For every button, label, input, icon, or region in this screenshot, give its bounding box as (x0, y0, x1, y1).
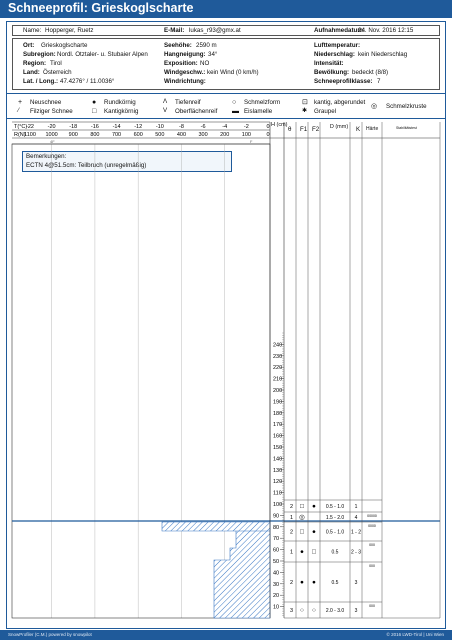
latlong-label: Lat. / Long.: (23, 78, 59, 85)
col-stabilitaet: Stabilitätstest (396, 126, 417, 130)
legend-schmelzkruste: Schmelzkruste (386, 103, 427, 110)
layer-theta: 2 (290, 504, 294, 510)
layer-f2: □ (312, 548, 316, 556)
ort-label: Ort: (23, 42, 35, 49)
footer-left: SnowProfiler (C.M.) powered by snowpilot (8, 632, 92, 637)
hand-mark-4f: 4F (50, 139, 55, 144)
col-d: D (mm) (329, 124, 349, 130)
height-tick-label: 210 (273, 376, 283, 383)
height-tick-label: 130 (273, 467, 283, 474)
layer-harte: 000 (369, 564, 375, 568)
legend-filziger: Filziger Schnee (30, 108, 73, 115)
height-tick-label: 60 (273, 547, 280, 554)
height-tick-label: 50 (273, 559, 280, 565)
r-tick-label: 1000 (45, 132, 58, 138)
remarks-title: Bemerkungen: (26, 153, 67, 160)
wind-value: kein Wind (0 km/h) (207, 69, 259, 76)
col-f2: F2 (312, 126, 320, 133)
page-title: Schneeprofil: Grieskoglscharte (8, 1, 194, 15)
height-tick-label: 80 (273, 524, 280, 531)
subregion-label: Subregion: (23, 51, 56, 58)
kantigkoernig-icon: □ (92, 108, 97, 115)
layer-harte: 0000 (368, 524, 376, 528)
tiefenreif-icon: Λ (163, 98, 168, 105)
layer-k: 1 - 2 (350, 529, 362, 536)
graupel-icon: ✱ (302, 107, 308, 114)
layer-f1: □ (300, 528, 304, 536)
height-tick-label: 150 (273, 445, 283, 451)
filziger-icon: ⁄ (18, 107, 20, 114)
layer-d: 0.5 - 1.0 (325, 529, 345, 536)
legend-rundkoernig: Rundkörnig (104, 99, 136, 106)
latlong-value: 47.4276° / 11.0036° (60, 78, 115, 85)
ort-value: Grieskoglscharte (41, 42, 88, 49)
height-tick-label: 30 (273, 581, 280, 588)
niederschlag-value: kein Niederschlag (358, 51, 408, 58)
rundkoernig-icon: ● (92, 99, 97, 106)
r-tick-label: 900 (68, 132, 78, 138)
profilklasse-label: Schneeprofilklasse: (314, 78, 373, 85)
layer-k: 4 (354, 515, 358, 521)
email-label: E-Mail: (164, 27, 185, 34)
seehoehe-value: 2590 m (196, 42, 217, 49)
footer-right: © 2016 LWD-Tirol | Uni Wien (386, 632, 444, 637)
hand-mark-f: F (250, 139, 253, 144)
layer-f2: ○ (312, 607, 316, 614)
temp-tick-label: -2 (243, 124, 249, 130)
r-tick-label: 400 (176, 132, 187, 138)
legend-graupel: Graupel (314, 108, 337, 115)
col-harte: Härte (366, 126, 379, 132)
layer-theta: 2 (290, 529, 294, 536)
height-tick-label: 240 (273, 342, 283, 349)
legend-eislamelle: Eislamelle (244, 108, 273, 115)
exposition-value: NO (200, 60, 210, 67)
region-value: Tirol (50, 60, 62, 67)
r-tick-label: 1100 (24, 132, 36, 138)
height-tick-label: 200 (273, 388, 283, 394)
email-value: lukas_r93@gmx.at (189, 27, 241, 34)
layer-f2: ● (312, 503, 316, 510)
layer-harte: 000 (369, 604, 375, 608)
layer-theta: 1 (290, 515, 294, 521)
r-tick-label: 800 (90, 132, 100, 138)
legend-schmelzform: Schmelzform (244, 99, 281, 106)
layer-k: 3 (354, 608, 358, 614)
niederschlag-label: Niederschlag: (314, 51, 355, 58)
footer (0, 630, 452, 640)
hangneigung-value: 34° (208, 51, 218, 58)
height-tick-label: 10 (273, 604, 280, 611)
region-label: Region: (23, 60, 47, 67)
height-tick-label: 170 (273, 422, 283, 429)
legend-separator (6, 118, 446, 119)
layer-k: 1 (354, 504, 358, 510)
eislamelle-icon: ▬ (232, 108, 239, 115)
temp-tick-label: -14 (112, 124, 121, 130)
col-theta: θ (288, 126, 292, 133)
temp-tick-label: -10 (155, 124, 164, 130)
r-tick-label: 600 (133, 132, 143, 138)
date-value: 24. Nov. 2016 12:15 (358, 27, 414, 34)
layer-f1: ○ (300, 607, 304, 614)
bewoelkung-label: Bewölkung: (314, 69, 350, 76)
legend-kantigkoernig: Kantigkörnig (104, 108, 139, 115)
height-tick-label: 40 (273, 570, 280, 577)
land-label: Land: (23, 69, 40, 76)
r-axis-label: R(N) (14, 132, 26, 138)
height-tick-label: 110 (273, 490, 282, 497)
layer-d: 2.0 - 3.0 (325, 608, 345, 614)
layer-d: 0.5 (331, 580, 339, 586)
height-tick-label: 120 (273, 479, 283, 486)
intensitaet-label: Intensität: (314, 60, 344, 67)
layer-harte: 00000 (367, 514, 377, 518)
height-tick-label: 140 (273, 456, 283, 463)
temp-axis-label: T(°C) (14, 124, 28, 130)
kantig-abgerundet-icon: ⊡ (302, 99, 308, 106)
layer-theta: 3 (290, 608, 294, 614)
layer-k: 2 - 3 (350, 549, 362, 556)
schmelzkruste-icon: ◎ (371, 103, 378, 110)
layer-d: 0.5 (331, 549, 339, 556)
layer-d: 1.5 - 2.0 (325, 515, 345, 521)
name-label: Name: (23, 27, 42, 34)
temp-tick-label: -6 (200, 124, 206, 130)
layer-theta: 2 (290, 580, 294, 586)
oberflaechenreif-icon: V (163, 107, 168, 114)
header-separator (6, 93, 446, 94)
temp-tick-label: -20 (47, 124, 56, 130)
seehoehe-label: Seehöhe: (164, 42, 192, 49)
col-f1: F1 (300, 126, 308, 133)
exposition-label: Exposition: (164, 60, 198, 67)
temp-tick-label: -12 (134, 124, 143, 130)
height-tick-label: 90 (273, 513, 280, 520)
height-tick-label: 180 (273, 410, 283, 417)
name-value: Hopperger, Ruetz (45, 27, 94, 34)
legend-kantig-abgerundet: kantig, abgerundet (314, 99, 366, 106)
profilklasse-value: 7 (377, 78, 381, 85)
r-tick-label: 300 (198, 132, 208, 138)
height-tick-label: 70 (273, 536, 280, 543)
temp-tick-label: -16 (90, 124, 99, 130)
temp-tick-label: -4 (222, 124, 228, 130)
neuschnee-icon: + (18, 99, 23, 106)
r-tick-label: 500 (155, 132, 165, 138)
col-k: K (356, 126, 361, 133)
layer-f1: ● (300, 579, 304, 586)
layer-f1: ◎ (299, 514, 305, 521)
land-value: Österreich (43, 69, 72, 76)
subregion-value: Nordl. Otztaler- u. Stubaier Alpen (57, 51, 148, 58)
height-tick-label: 100 (273, 502, 283, 508)
height-tick-label: 190 (273, 399, 283, 406)
lufttemp-label: Lufttemperatur: (314, 42, 361, 49)
bewoelkung-value: bedeckt (8/8) (352, 69, 389, 76)
legend-tiefenreif: Tiefenreif (175, 99, 201, 106)
layer-d: 0.5 - 1.0 (325, 504, 345, 510)
schmelzform-icon: ○ (232, 99, 237, 106)
layer-f2: ● (312, 579, 316, 586)
temp-tick-label: 0 (266, 124, 270, 130)
temp-tick-label: -22 (26, 124, 34, 130)
height-tick-label: 230 (273, 353, 283, 360)
legend-neuschnee: Neuschnee (30, 99, 62, 106)
layer-harte: 000 (369, 543, 375, 547)
windrichtung-label: Windrichtung: (164, 78, 206, 85)
height-tick-label: 20 (273, 593, 280, 600)
layer-k: 3 (354, 580, 358, 586)
r-tick-label: 0 (266, 132, 270, 138)
height-tick-label: 160 (273, 433, 283, 440)
hangneigung-label: Hangneigung: (164, 51, 206, 58)
layer-f1: □ (300, 503, 304, 510)
title-bar (0, 0, 452, 18)
remarks-text: ECTN 4@51.5cm: Teilbruch (unregelmäßig) (26, 162, 147, 169)
layer-theta: 1 (290, 549, 294, 556)
col-h: H (cm) (271, 122, 288, 128)
layer-f2: ● (312, 528, 316, 536)
r-tick-label: 700 (111, 132, 122, 138)
temp-tick-label: -8 (179, 124, 184, 130)
r-tick-label: 200 (220, 132, 230, 138)
wind-label: Windgeschw.: (164, 69, 206, 76)
date-label: Aufnahmedatum: (314, 27, 365, 34)
temp-tick-label: -18 (69, 124, 78, 130)
r-tick-label: 100 (241, 132, 251, 138)
layer-f1: ● (300, 548, 304, 556)
height-tick-label: 220 (273, 365, 283, 372)
legend-oberflaechenreif: Oberflächenreif (175, 108, 218, 115)
